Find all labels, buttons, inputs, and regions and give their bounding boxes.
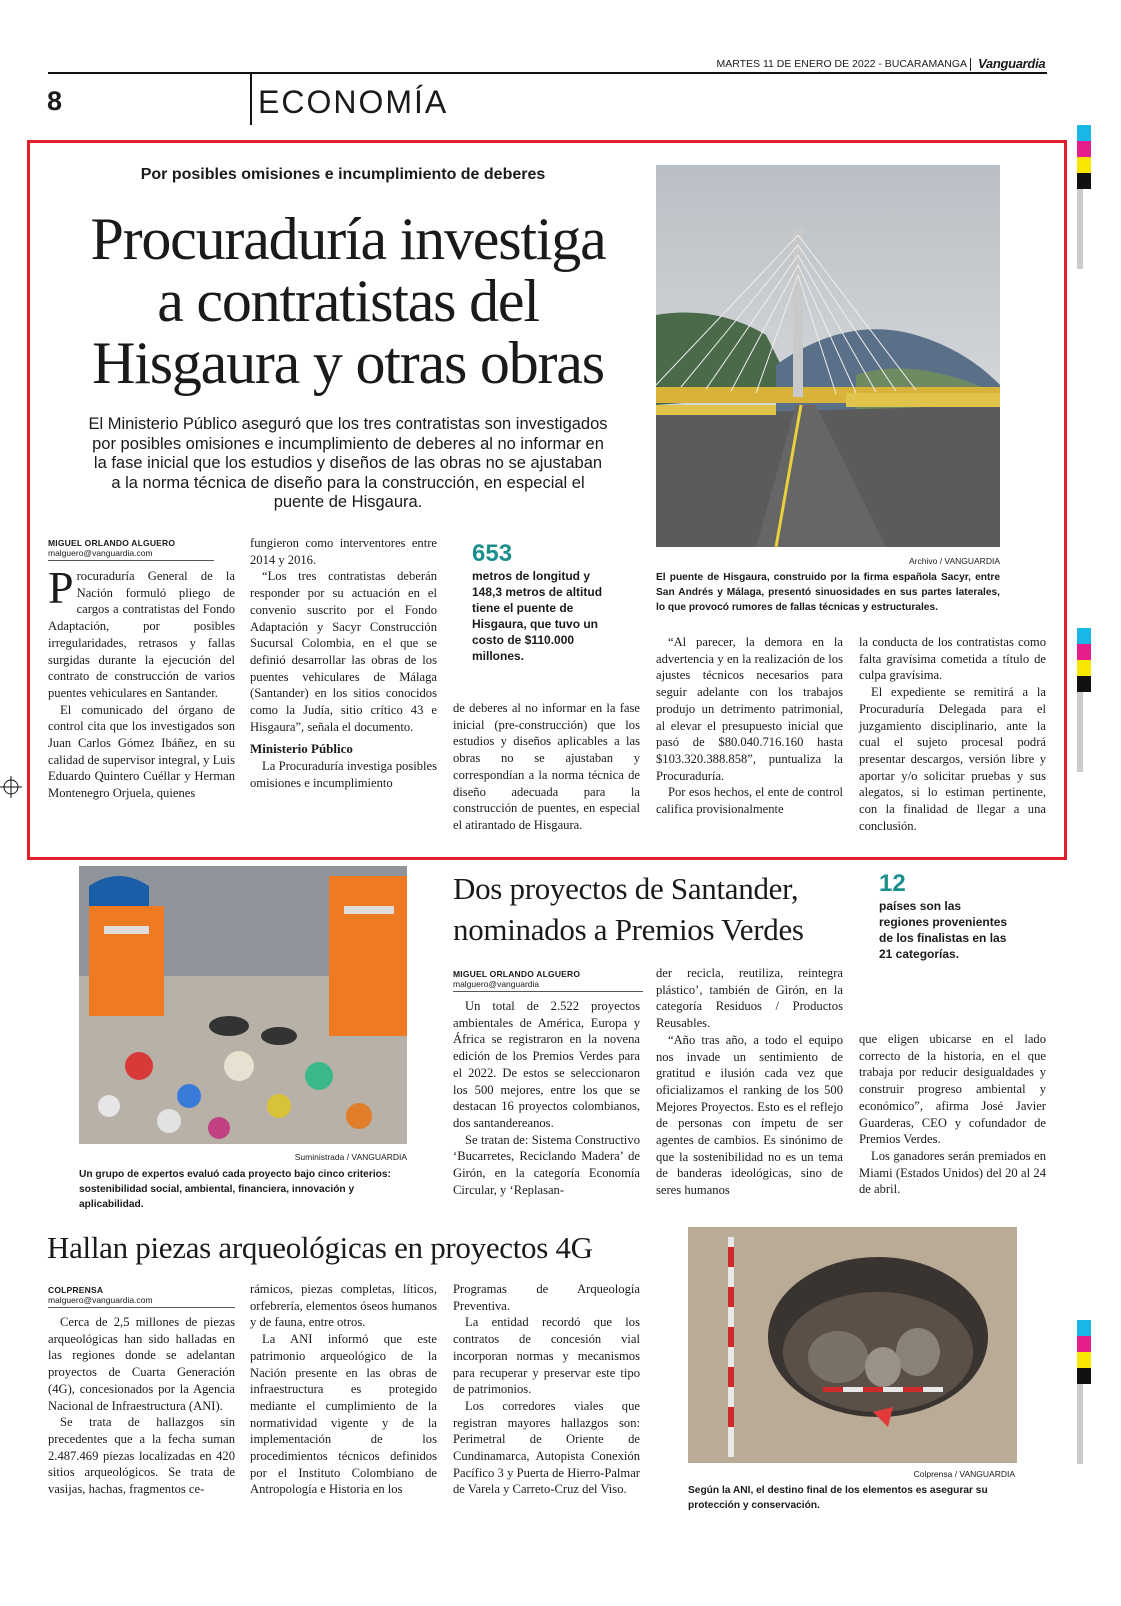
- headline-line: Hisgaura y otras obras: [92, 330, 604, 396]
- byline: [48, 538, 214, 561]
- paragraph: Programas de Arqueología Preventiva.: [453, 1282, 640, 1313]
- fact-text: metros de longitud y 148,3 metros de altitud tiene el puente de Hisgaura, que tuvo un costo de $110.000 millones.: [472, 569, 603, 663]
- paragraph: El expediente se remitirá a la Procuraduría Delegada para el juzgamiento disciplinario, ante la cual el sujeto procesal podrá presentar descargos, versión libre y aportar y/o solicitar pruebas y sus alegatos, si lo estiman pertinente, con la finalidad de llegar a una conclusión.: [859, 685, 1046, 833]
- byline: [48, 1285, 235, 1308]
- byline-email: malguero@vanguardia.com: [48, 548, 214, 561]
- paragraph: Un total de 2.522 proyectos ambientales de América, Europa y África se registraron en la novena edición de los Premios Verdes para el 2022. De estos se seleccionaron los 500 mejores, entre los que se destacan 16 proyectos colombianos, dos santandereanos.: [453, 999, 640, 1130]
- registration-marks-bottom: [1077, 1320, 1091, 1464]
- headline-line: Dos proyectos de Santander,: [453, 871, 799, 906]
- paragraph: Por esos hechos, el ente de control califica provisionalmente: [656, 785, 843, 817]
- byline-name: MIGUEL ORLANDO ALGUERO: [48, 538, 176, 548]
- main-headline: [48, 208, 648, 394]
- story3-col-2: [250, 1281, 437, 1498]
- byline-name: MIGUEL ORLANDO ALGUERO: [453, 969, 581, 979]
- dropcap: P: [48, 562, 74, 613]
- fact-box: [472, 540, 622, 664]
- paragraph: fungieron como interventores entre 2014 y 2016.: [250, 536, 437, 567]
- header-rule: [48, 72, 1047, 74]
- section-title: ECONOMÍA: [258, 84, 449, 120]
- story2-headline: [453, 868, 863, 950]
- paragraph: Los corredores viales que registran mayores hallazgos son: Perimetral de Oriente de Cundinamarca, Autopista Conexión Pacífico 3 y Puerta de Hierro-Palmar de Varela y Carreto-Cruz del Viso.: [453, 1398, 640, 1497]
- story2-col-2: [656, 965, 843, 1199]
- photo-credit: Suministrada / VANGUARDIA: [294, 1152, 407, 1162]
- byline-email: malguero@vanguardia: [453, 979, 643, 992]
- paragraph: La entidad recordó que los contratos de concesión vial incorporan normas y mecanismos para recuperar y preservar este tipo de patrimonios.: [453, 1315, 640, 1397]
- photo-caption: Según la ANI, el destino final de los elementos es asegurar su protección y conservación.: [688, 1485, 988, 1511]
- paragraph: Los ganadores serán premiados en Miami (Estados Unidos) del 20 al 24 de abril.: [859, 1148, 1046, 1197]
- subhead: Ministerio Público: [250, 741, 353, 757]
- paragraph: “Año tras año, a todo el equipo nos invade un sentimiento de gratitud e ilusión cada vez que oficializamos el ranking de los 500 Mejores Proyectos. Esto es el reflejo de personas con ímpetu de ser agentes de cambios. Es sinónimo de que la sostenibilidad no es un tema de banderas ideológicas, sino de seres humanos: [656, 1032, 843, 1198]
- headline-line: Procuraduría investiga: [90, 206, 606, 272]
- section-divider: [250, 74, 252, 125]
- fact-number: 12: [879, 870, 906, 897]
- registration-marks-top: [1077, 125, 1091, 269]
- page-number: 8: [47, 86, 63, 116]
- paragraph: “Al parecer, la demora en la advertencia y en la realización de los ajustes técnicos necesarios para seguir adelante con los trabajos produjo un detrimento patrimonial, al elevar el presupuesto inicial que pasó de $80.040.716.160 hasta $103.320.388.858”, puntualiza la Procuraduría.: [656, 635, 843, 783]
- main-col-5: [859, 634, 1046, 834]
- photo-credit: Archivo / VANGUARDIA: [908, 556, 1000, 566]
- paragraph: El comunicado del órgano de control cita que los investigados son Juan Carlos Gómez Ibáñez, en su calidad de supervisor integral, y Luis Eduardo Quintero Cuéllar y Herman Montenegro Orjuela, quienes: [48, 702, 235, 801]
- paragraph: der recicla, reutiliza, reintegra plástico’, también de Girón, en la categoría Residuos / Productos Reusables.: [656, 966, 843, 1031]
- header-divider: [970, 58, 971, 71]
- byline: [453, 969, 643, 992]
- crosshair-mark: [0, 776, 22, 798]
- photo-caption: El puente de Hisgaura, construido por la firma española Sacyr, entre San Andrés y Málaga, presentó sinuosidades en sus partes laterales, lo que provocó rumores de fallas técnicas y estructurales.: [656, 572, 1000, 613]
- paragraph: de deberes al no informar en la fase inicial (pre-construcción) que los estudios y diseños aplicables a las obras no se ajustaban y correspondían a la norma técnica de diseño adecuada para la construcción de puentes, en especial el atirantado de Hisgaura.: [453, 701, 640, 832]
- main-col-1: [48, 562, 235, 802]
- date-line: MARTES 11 DE ENERO DE 2022 - BUCARAMANGA: [716, 58, 967, 70]
- paragraph: Cerca de 2,5 millones de piezas arqueológicas han sido halladas en las regiones donde se adelantan proyectos de Cuarta Generación (4G), concesionados por la Agencia Nacional de Infraestructura (ANI).: [48, 1315, 235, 1413]
- byline-email: malguero@vanguardia.com: [48, 1295, 235, 1308]
- paragraph: La ANI informó que este patrimonio arqueológico de la Nación presente en las obras de infraestructura es protegido mediante el cumplimiento de la normatividad vigente y de la implementación de los procedimientos técnicos definidos por el Instituto Colombiano de Antropología e Historia en los: [250, 1332, 437, 1497]
- photo-credit: Colprensa / VANGUARDIA: [913, 1469, 1015, 1479]
- headline-line: nominados a Premios Verdes: [453, 912, 804, 947]
- fact-box: [879, 870, 1009, 962]
- fact-number: 653: [472, 540, 513, 567]
- main-col-4: [656, 634, 843, 818]
- headline-line: a contratistas del: [157, 268, 539, 334]
- bridge-photo: [656, 165, 1000, 547]
- story2-col-3: [859, 1031, 1046, 1198]
- brand-logo: Vanguardia: [978, 56, 1046, 71]
- archaeology-photo: [688, 1227, 1017, 1463]
- paragraph: la conducta de los contratistas como falta gravísima cometida a título de culpa gravísima.: [859, 635, 1046, 683]
- story2-col-1: [453, 998, 640, 1198]
- main-col-3: [453, 700, 640, 834]
- lead-paragraph: El Ministerio Público aseguró que los tres contratistas son investigados por posibles omisiones e incumplimiento de deberes al no informar en la fase inicial que los estudios y diseños de las obras no se ajustaban a la norma técnica de diseño para la construcción, en especial el puente de Hisgaura.: [88, 415, 608, 511]
- fact-text: países son las regiones provenientes de los finalistas en las 21 categorías.: [879, 899, 1008, 961]
- story3-headline: Hallan piezas arqueológicas en proyectos 4G: [47, 1230, 593, 1265]
- paragraph: que eligen ubicarse en el lado correcto de la historia, en el que trabaja por reducir desigualdades y construir progreso ambiental y económico”, afirma José Javier Guarderas, CEO y cofundador de Premios Verdes.: [859, 1032, 1046, 1147]
- paragraph: rocuraduría General de la Nación formuló pliego de cargos a contratistas del Fondo Adaptación, por posibles irregularidades, retrasos y fallas surgidas durante la ejecución del contrato de construcción de varios puentes vehiculares en Santander.: [48, 569, 235, 700]
- recycling-photo: [79, 866, 407, 1144]
- paragraph: rámicos, piezas completas, líticos, orfebrería, elementos óseos humanos y de fauna, entre otros.: [250, 1282, 437, 1330]
- paragraph: Se tratan de: Sistema Constructivo ‘Bucarretes, Reciclando Madera’ de Girón, en la categoría Economía Circular, y ‘Replasan-: [453, 1132, 640, 1197]
- registration-marks-mid: [1077, 628, 1091, 772]
- main-col-2: [250, 535, 437, 792]
- byline-name: COLPRENSA: [48, 1285, 104, 1295]
- paragraph: La Procuraduría investiga posibles omisiones e incumplimiento: [250, 759, 437, 790]
- story3-col-3: [453, 1281, 640, 1498]
- paragraph: Se trata de hallazgos sin precedentes que a la fecha suman 2.487.469 piezas localizadas en 420 sitios arqueológicos. Se trata de vasijas, hachas, fragmentos ce-: [48, 1415, 235, 1497]
- photo-caption: Un grupo de expertos evaluó cada proyecto bajo cinco criterios: sostenibilidad social, ambiental, financiera, innovación y aplicabilidad.: [79, 1169, 391, 1210]
- paragraph: “Los tres contratistas deberán responder por su actuación en el convenio suscrito por el Fondo Adaptación y Sacyr Construcción Sucursal Colombia, en el que se definió desarrollar las obras de los puentes vehiculares de Málaga (Santander) en los sitios conocidos como la Judía, sitio crítico 43 e Hisgaura”, señala el documento.: [250, 569, 437, 734]
- story3-col-1: [48, 1314, 235, 1498]
- kicker: Por posibles omisiones e incumplimiento de deberes: [140, 166, 546, 183]
